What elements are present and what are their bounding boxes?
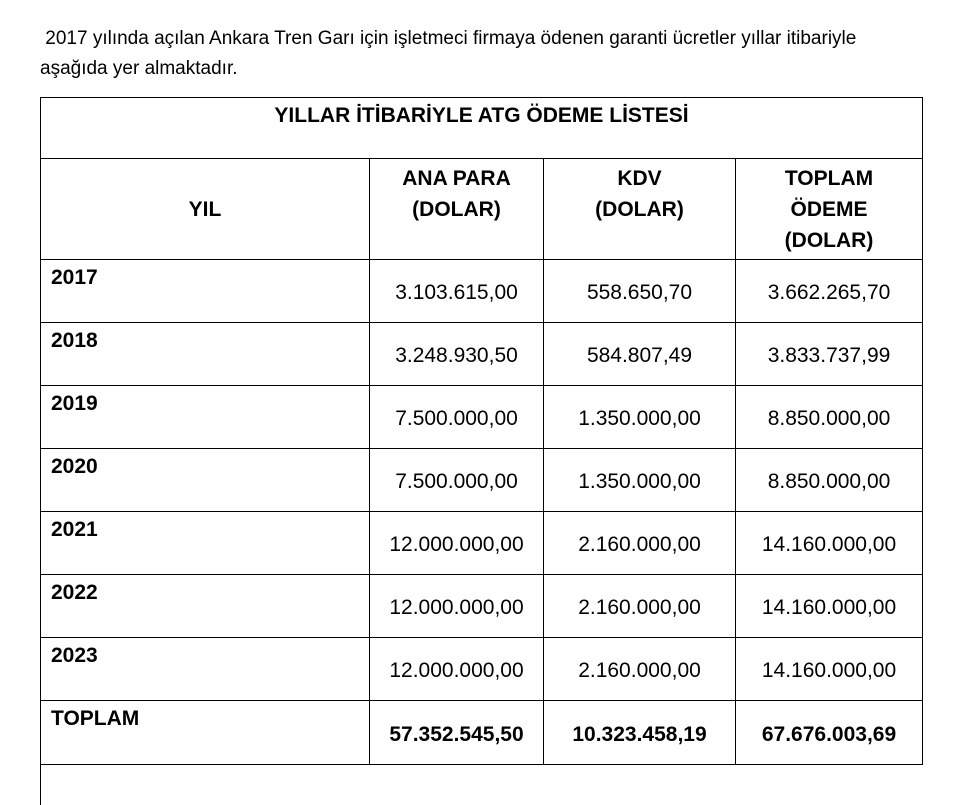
row-year: 2021 (41, 512, 370, 575)
intro-line-2: aşağıda yer almaktadır. (40, 54, 930, 84)
row-vat: 1.350.000,00 (544, 449, 736, 512)
table-title-row (41, 98, 923, 159)
header-year: YIL (41, 159, 370, 260)
header-vat-line-2: (DOLAR) (544, 194, 735, 225)
row-year: 2023 (41, 638, 370, 701)
row-principal: 12.000.000,00 (370, 575, 544, 638)
row-principal: 3.103.615,00 (370, 260, 544, 323)
blank-cell (41, 765, 370, 805)
table-row (41, 386, 923, 449)
totals-row (41, 701, 923, 765)
row-principal: 12.000.000,00 (370, 638, 544, 701)
row-total: 14.160.000,00 (736, 638, 923, 701)
table-row (41, 575, 923, 638)
row-year: 2017 (41, 260, 370, 323)
row-principal: 7.500.000,00 (370, 449, 544, 512)
table-row (41, 260, 923, 323)
header-vat-line-1: KDV (544, 163, 735, 194)
blank-cell (370, 765, 544, 805)
header-vat (544, 159, 736, 260)
blank-cell (544, 765, 736, 805)
row-total: 14.160.000,00 (736, 512, 923, 575)
row-principal: 3.248.930,50 (370, 323, 544, 386)
header-principal-line-1: ANA PARA (370, 163, 543, 194)
header-principal-line-2: (DOLAR) (370, 194, 543, 225)
totals-principal: 57.352.545,50 (370, 701, 544, 765)
table-row (41, 449, 923, 512)
intro-line-1: 2017 yılında açılan Ankara Tren Garı için işletmeci firmaya ödenen garanti ücretler yıllar itibariyle (40, 24, 930, 54)
row-vat: 1.350.000,00 (544, 386, 736, 449)
row-year: 2019 (41, 386, 370, 449)
table-header-row (41, 159, 923, 260)
intro-paragraph (40, 24, 930, 84)
row-total: 8.850.000,00 (736, 386, 923, 449)
payment-table (40, 97, 923, 805)
row-vat: 2.160.000,00 (544, 638, 736, 701)
row-year: 2020 (41, 449, 370, 512)
totals-total: 67.676.003,69 (736, 701, 923, 765)
header-total (736, 159, 923, 260)
row-total: 8.850.000,00 (736, 449, 923, 512)
totals-vat: 10.323.458,19 (544, 701, 736, 765)
table-row (41, 512, 923, 575)
table-row (41, 323, 923, 386)
blank-cell (736, 765, 923, 805)
row-principal: 12.000.000,00 (370, 512, 544, 575)
header-principal (370, 159, 544, 260)
row-year: 2022 (41, 575, 370, 638)
table-row (41, 638, 923, 701)
row-vat: 584.807,49 (544, 323, 736, 386)
row-vat: 2.160.000,00 (544, 512, 736, 575)
row-total: 3.662.265,70 (736, 260, 923, 323)
row-year: 2018 (41, 323, 370, 386)
row-total: 3.833.737,99 (736, 323, 923, 386)
header-total-line-3: (DOLAR) (736, 225, 922, 256)
row-vat: 558.650,70 (544, 260, 736, 323)
row-principal: 7.500.000,00 (370, 386, 544, 449)
header-total-line-1: TOPLAM (736, 163, 922, 194)
row-vat: 2.160.000,00 (544, 575, 736, 638)
row-total: 14.160.000,00 (736, 575, 923, 638)
totals-label: TOPLAM (41, 701, 370, 765)
blank-row (41, 765, 923, 805)
header-total-line-2: ÖDEME (736, 194, 922, 225)
table-title: YILLAR İTİBARİYLE ATG ÖDEME LİSTESİ (41, 98, 923, 159)
